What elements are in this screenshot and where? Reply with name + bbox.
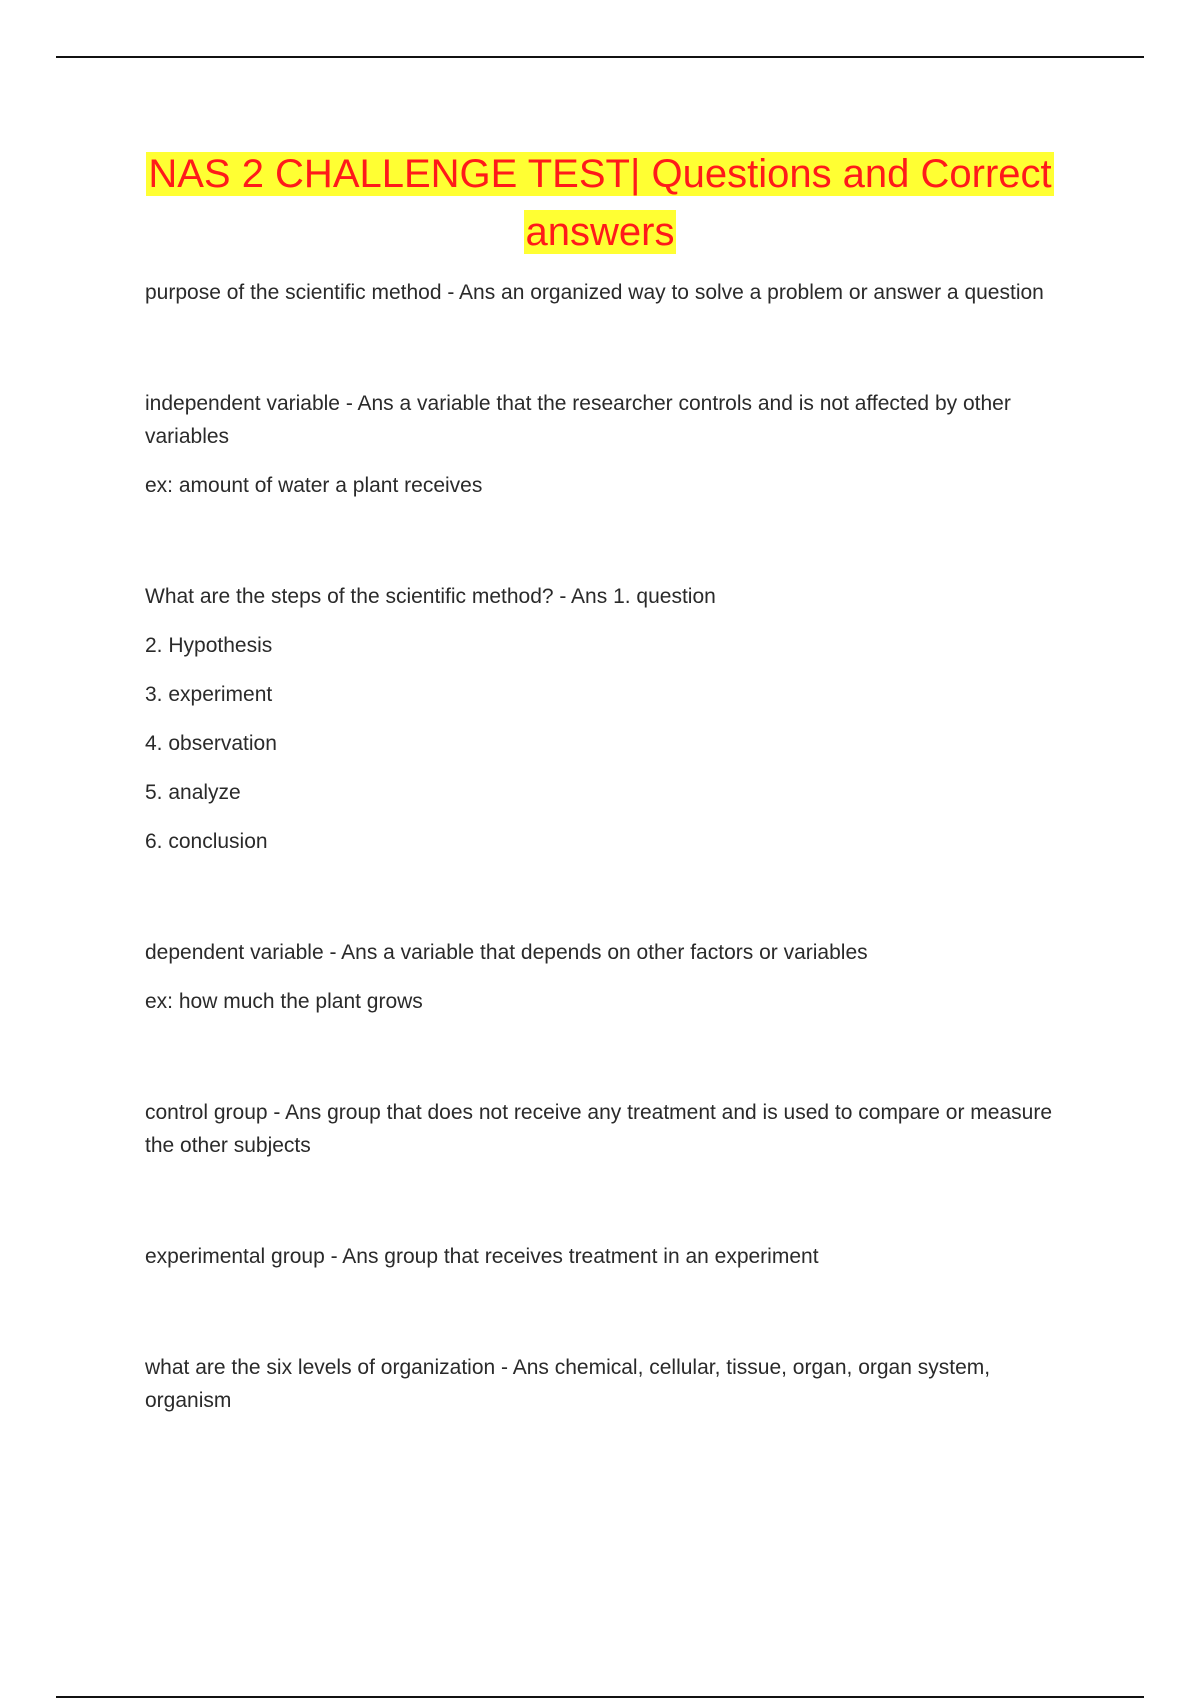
footer-rule [56,1696,1144,1698]
document-title-line-2: answers [525,210,675,254]
step-item: 4. observation [145,732,277,755]
entry-spacer [145,325,1080,387]
entry-spacer [145,1178,1080,1240]
qa-entry-levels-of-organization [145,1351,1080,1417]
step-item: 6. conclusion [145,830,268,853]
header-rule [56,56,1144,58]
qa-text: independent variable - Ans a variable that the researcher controls and is not affected by other variables [145,392,1011,448]
qa-text: purpose of the scientific method - Ans an organized way to solve a problem or answer a question [145,281,1044,304]
qa-entry-scientific-method-purpose [145,276,1080,309]
qa-entry-control-group [145,1096,1080,1162]
document-title-line-1: NAS 2 CHALLENGE TEST| Questions and Correct [148,152,1052,196]
qa-text: experimental group - Ans group that receives treatment in an experiment [145,1245,819,1268]
qa-text: dependent variable - Ans a variable that depends on other factors or variables [145,941,868,964]
qa-text: control group - Ans group that does not receive any treatment and is used to compare or measure the other subjects [145,1101,1053,1157]
document-title [100,145,1100,261]
qa-list [145,276,1080,1433]
step-item: 3. experiment [145,683,273,706]
entry-spacer [145,1289,1080,1351]
qa-text: What are the steps of the scientific method? - Ans 1. question [145,585,716,608]
entry-spacer [145,518,1080,580]
qa-entry-dependent-variable [145,936,1080,1018]
entry-spacer [145,874,1080,936]
entry-spacer [145,1034,1080,1096]
qa-example: ex: amount of water a plant receives [145,474,483,497]
qa-entry-scientific-method-steps [145,580,1080,858]
qa-text: what are the six levels of organization - Ans chemical, cellular, tissue, organ, organ system, organism [145,1356,991,1412]
qa-entry-independent-variable [145,387,1080,502]
qa-example: ex: how much the plant grows [145,990,423,1013]
step-item: 2. Hypothesis [145,634,273,657]
qa-entry-experimental-group [145,1240,1080,1273]
step-item: 5. analyze [145,781,241,804]
